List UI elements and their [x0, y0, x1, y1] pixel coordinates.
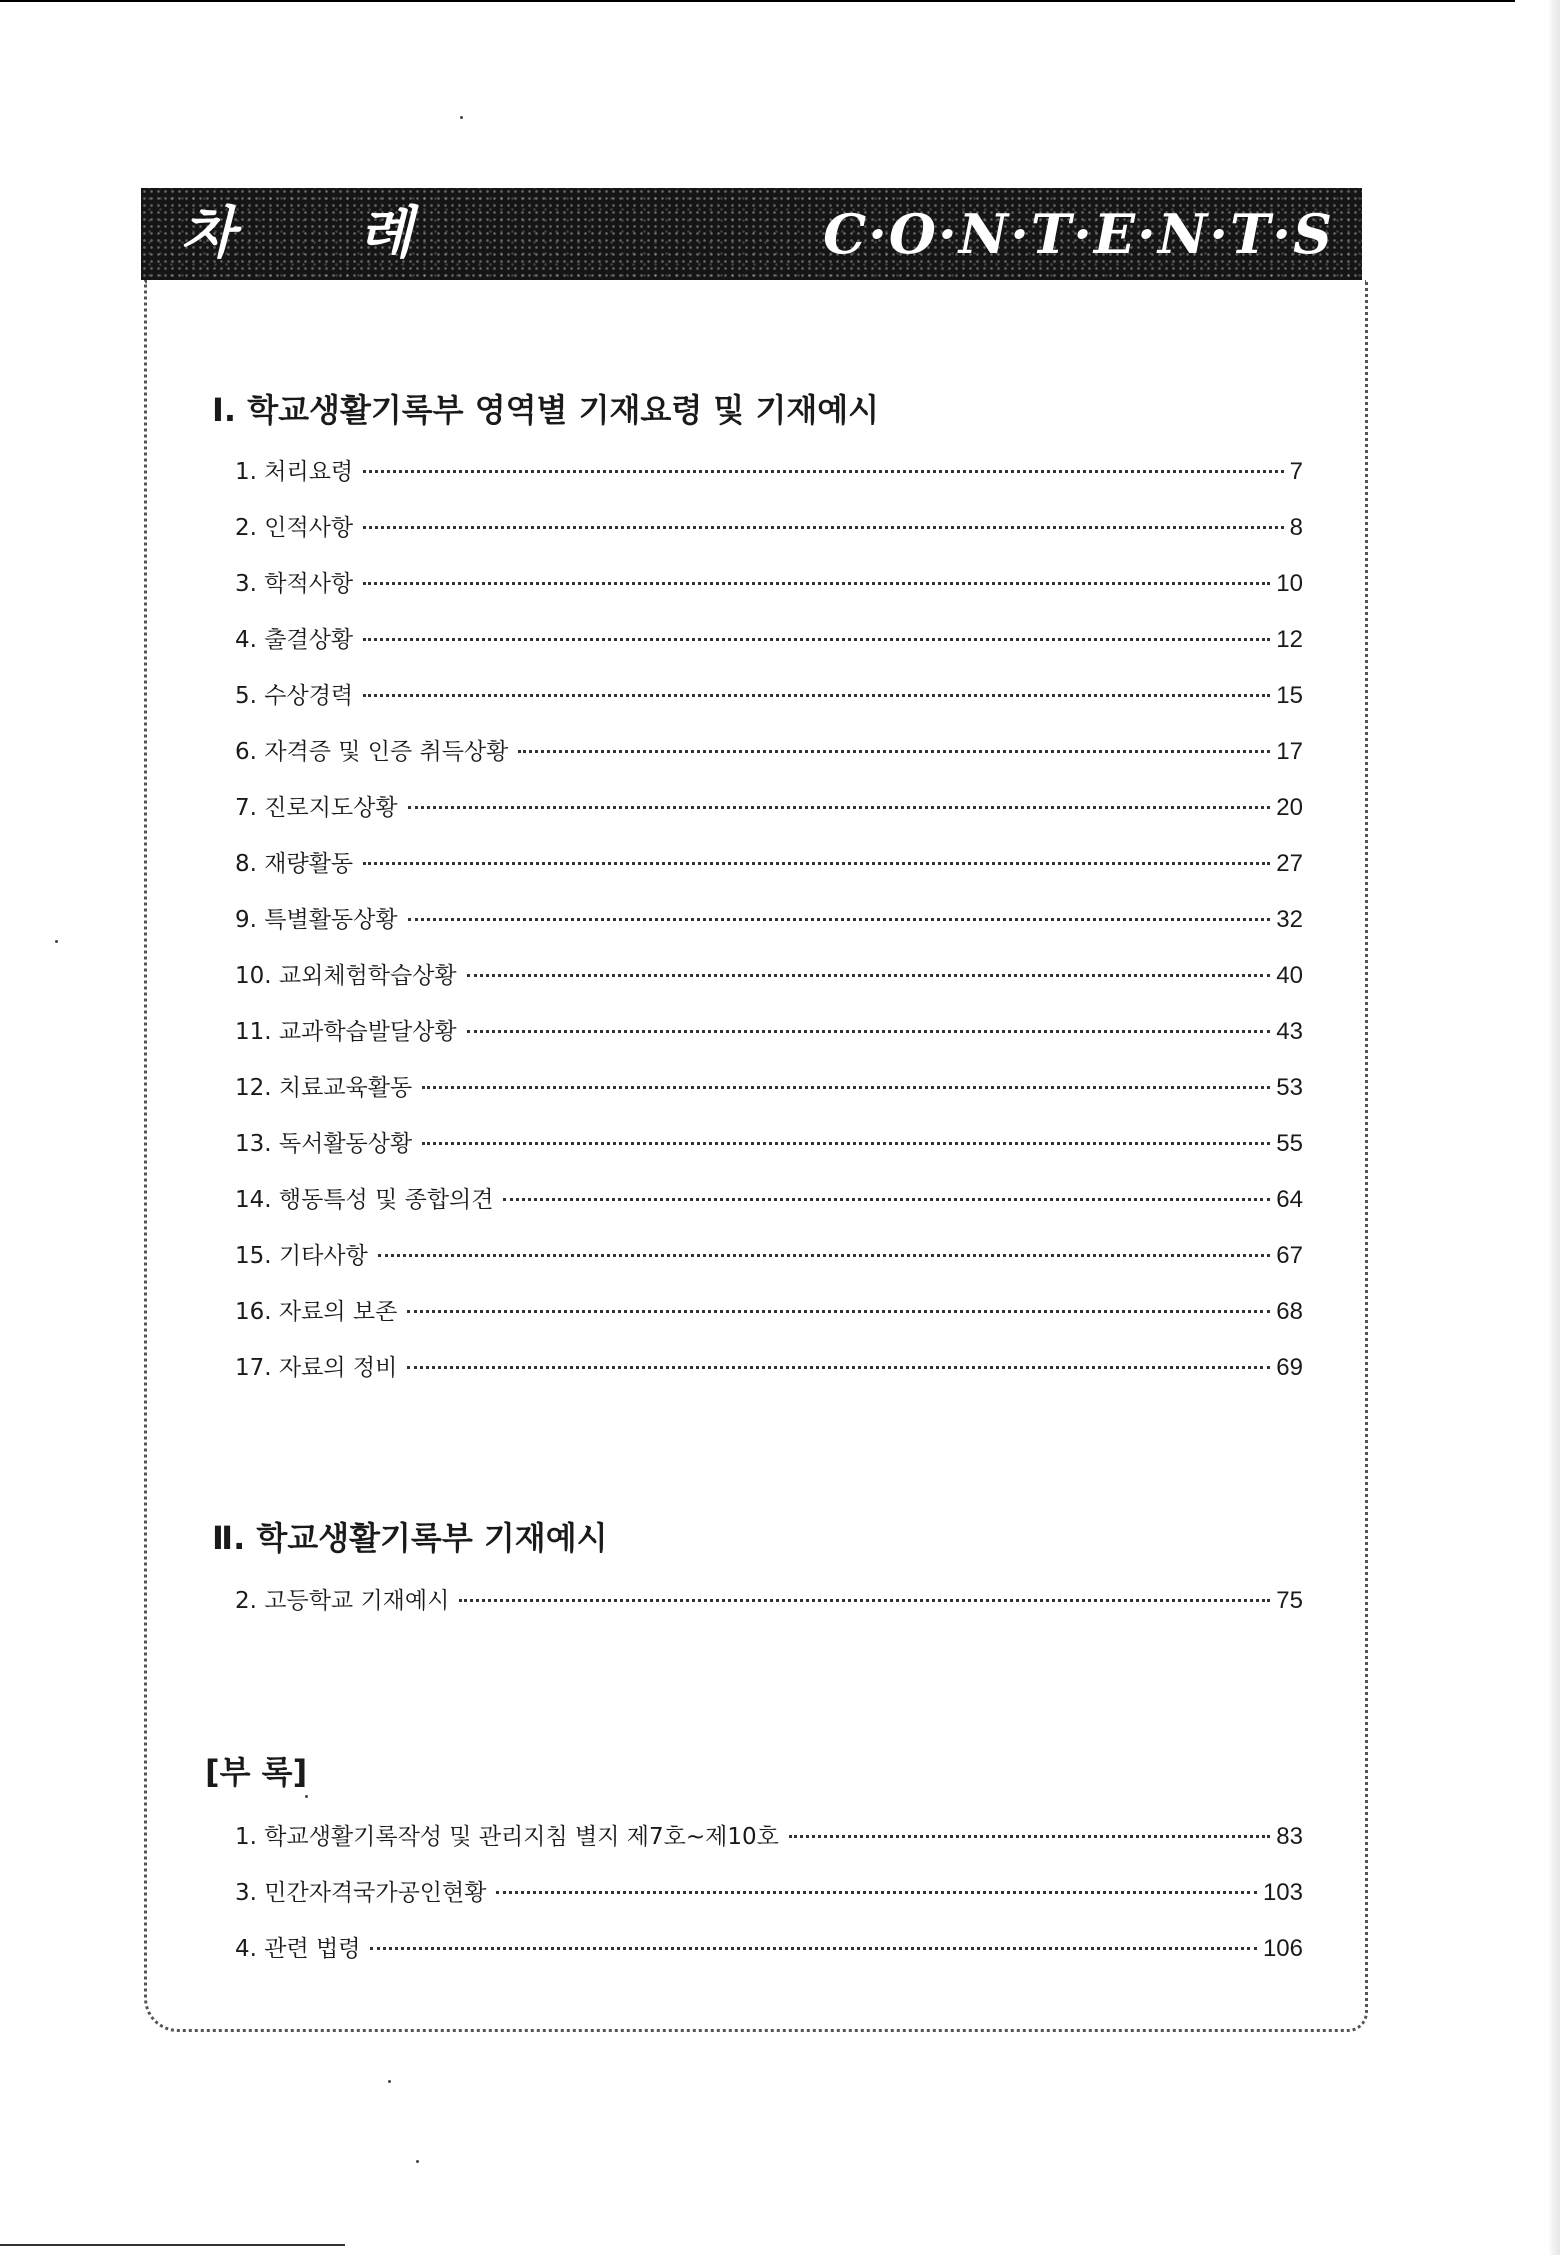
toc-entry-label: 14. 행동특성 및 종합의견 — [235, 1187, 494, 1213]
toc-entry-page: 64 — [1276, 1186, 1303, 1213]
banner-title-en: C·O·N·T·E·N·T·S — [823, 202, 1334, 266]
toc-entry-page: 69 — [1276, 1354, 1303, 1381]
dot-leader — [408, 918, 1271, 921]
toc-entry[interactable] — [235, 1294, 1303, 1330]
dot-leader — [467, 974, 1271, 977]
dot-leader — [407, 1366, 1270, 1369]
scan-speck — [55, 940, 58, 943]
contents-banner — [141, 188, 1362, 280]
toc-entry[interactable] — [235, 1350, 1303, 1386]
toc-entry[interactable] — [235, 1070, 1303, 1106]
toc-entry[interactable] — [235, 902, 1303, 938]
dot-leader — [518, 750, 1270, 753]
toc-entry-page: 27 — [1276, 850, 1303, 877]
toc-entry-page: 10 — [1276, 570, 1303, 597]
toc-entry[interactable] — [235, 846, 1303, 882]
dot-leader — [459, 1599, 1270, 1602]
toc-entry-page: 15 — [1276, 682, 1303, 709]
toc-entry-label: 15. 기타사항 — [235, 1243, 368, 1269]
toc-entry-page: 106 — [1262, 1935, 1303, 1962]
scan-edge-top — [0, 0, 1515, 2]
dot-leader — [422, 1142, 1270, 1145]
toc-entry-label: 2. 고등학교 기재예시 — [235, 1588, 450, 1614]
toc-entry-label: 4. 관련 법령 — [235, 1936, 361, 1962]
scan-edge-right — [1548, 0, 1560, 2255]
toc-entry[interactable] — [235, 1014, 1303, 1050]
dot-leader — [378, 1254, 1271, 1257]
toc-entry-page: 55 — [1276, 1130, 1303, 1157]
toc-entry[interactable] — [235, 1583, 1303, 1619]
toc-entry[interactable] — [235, 1875, 1303, 1911]
toc-entry-label: 16. 자료의 보존 — [235, 1299, 398, 1325]
toc-entry[interactable] — [235, 958, 1303, 994]
toc-entry-label: 1. 처리요령 — [235, 459, 354, 485]
scan-speck — [305, 1795, 308, 1798]
toc-entry[interactable] — [235, 790, 1303, 826]
toc-entry-label: 13. 독서활동상황 — [235, 1131, 413, 1157]
dot-leader — [407, 1310, 1270, 1313]
scan-edge-bottom — [0, 2244, 345, 2246]
toc-entry-page: 43 — [1276, 1018, 1303, 1045]
toc-entry-label: 3. 민간자격국가공인현황 — [235, 1880, 487, 1906]
toc-entry[interactable] — [235, 566, 1303, 602]
dot-leader — [363, 694, 1270, 697]
toc-entry[interactable] — [235, 1819, 1303, 1855]
dot-leader — [363, 862, 1270, 865]
toc-entry-label: 11. 교과학습발달상황 — [235, 1019, 457, 1045]
toc-entry[interactable] — [235, 1238, 1303, 1274]
toc-entry[interactable] — [235, 1931, 1303, 1967]
dot-leader — [363, 582, 1270, 585]
appendix-title: [부 록] — [205, 1753, 308, 1791]
toc-entry-label: 2. 인적사항 — [235, 515, 354, 541]
toc-entry-label: 12. 치료교육활동 — [235, 1075, 413, 1101]
dot-leader — [789, 1835, 1270, 1838]
toc-entry[interactable] — [235, 510, 1303, 546]
dot-leader — [363, 470, 1284, 473]
scan-speck — [388, 2080, 391, 2083]
toc-entry-label: 6. 자격증 및 인증 취득상황 — [235, 739, 509, 765]
toc-entry[interactable] — [235, 1126, 1303, 1162]
toc-entry-page: 32 — [1276, 906, 1303, 933]
toc-entry-label: 17. 자료의 정비 — [235, 1355, 398, 1381]
toc-entry-label: 10. 교외체험학습상황 — [235, 963, 457, 989]
dot-leader — [363, 638, 1270, 641]
toc-entry-label: 3. 학적사항 — [235, 571, 354, 597]
toc-entry-page: 83 — [1276, 1823, 1303, 1850]
toc-entry[interactable] — [235, 734, 1303, 770]
dot-leader — [467, 1030, 1271, 1033]
banner-title-ko: 차 례 — [181, 201, 465, 266]
toc-entry-label: 7. 진로지도상황 — [235, 795, 398, 821]
dot-leader — [503, 1198, 1270, 1201]
toc-entry-label: 5. 수상경력 — [235, 683, 354, 709]
toc-entry-page: 67 — [1276, 1242, 1303, 1269]
scan-speck — [460, 116, 463, 119]
section-1-title: Ⅰ. 학교생활기록부 영역별 기재요령 및 기재예시 — [212, 391, 880, 429]
toc-entry-page: 40 — [1276, 962, 1303, 989]
section-2-title: Ⅱ. 학교생활기록부 기재예시 — [212, 1519, 608, 1557]
toc-entry-label: 9. 특별활동상황 — [235, 907, 398, 933]
dot-leader — [370, 1947, 1257, 1950]
toc-entry-page: 7 — [1289, 458, 1303, 485]
toc-entry-page: 17 — [1276, 738, 1303, 765]
toc-entry-label: 4. 출결상황 — [235, 627, 354, 653]
toc-entry[interactable] — [235, 454, 1303, 490]
dot-leader — [408, 806, 1271, 809]
toc-entry-page: 20 — [1276, 794, 1303, 821]
toc-entry-label: 8. 재량활동 — [235, 851, 354, 877]
toc-entry-page: 12 — [1276, 626, 1303, 653]
toc-entry-page: 68 — [1276, 1298, 1303, 1325]
toc-entry-page: 8 — [1289, 514, 1303, 541]
dot-leader — [496, 1891, 1257, 1894]
toc-entry-page: 75 — [1276, 1587, 1303, 1614]
dot-leader — [422, 1086, 1270, 1089]
toc-entry[interactable] — [235, 1182, 1303, 1218]
toc-entry[interactable] — [235, 678, 1303, 714]
toc-entry-label: 1. 학교생활기록작성 및 관리지침 별지 제7호~제10호 — [235, 1824, 779, 1850]
scan-speck — [416, 2160, 419, 2163]
dot-leader — [363, 526, 1284, 529]
toc-entry-page: 103 — [1262, 1879, 1303, 1906]
toc-entry[interactable] — [235, 622, 1303, 658]
toc-entry-page: 53 — [1276, 1074, 1303, 1101]
